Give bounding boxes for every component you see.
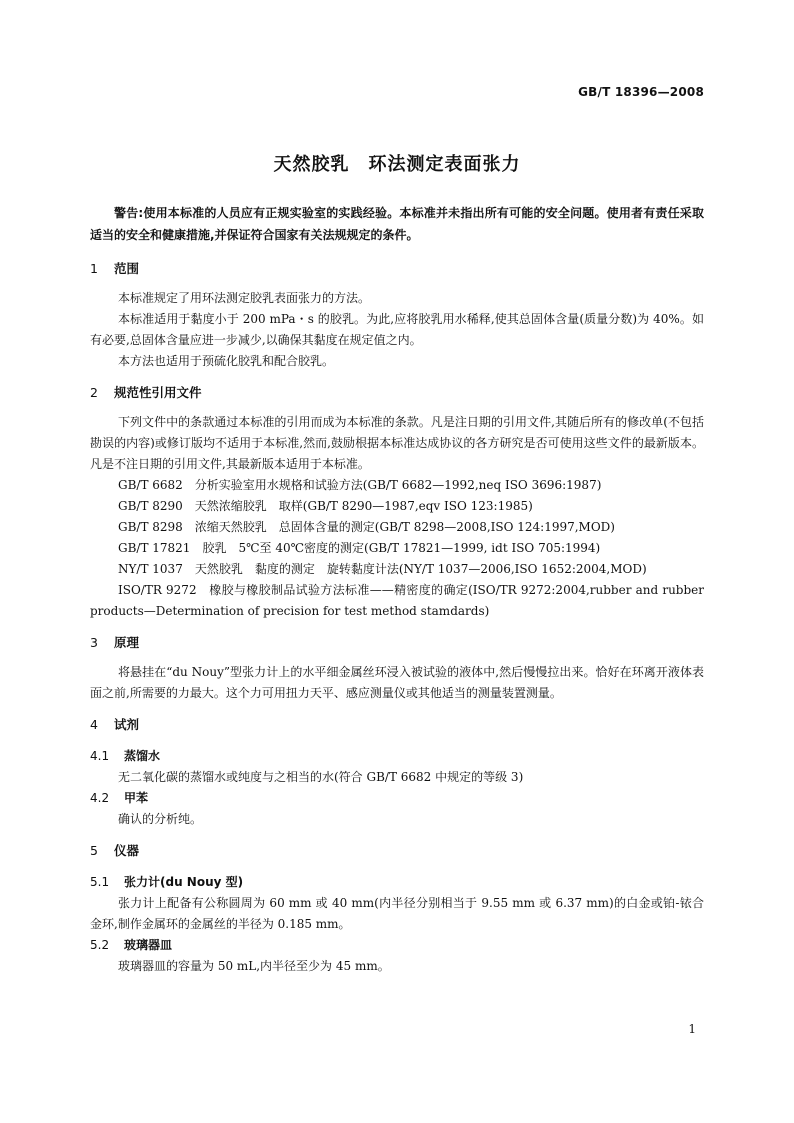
section-number: 2: [90, 385, 98, 400]
paragraph: 玻璃器皿的容量为 50 mL,内半径至少为 45 mm。: [118, 959, 390, 973]
section-title: 原理: [114, 635, 140, 650]
reference-item: GB/T 8290 天然浓缩胶乳 取样(GB/T 8290—1987,eqv ISO 123:1985): [118, 499, 533, 513]
subsection-number: 5.2: [90, 938, 110, 952]
section-heading: [90, 714, 704, 736]
standard-code: GB/T 18396—2008: [578, 85, 704, 99]
reference-item: GB/T 17821 胶乳 5℃至 40℃密度的测定(GB/T 17821—1999, idt ISO 705:1994): [118, 541, 601, 555]
reference-item: NY/T 1037 天然胶乳 黏度的测定 旋转黏度计法(NY/T 1037—2006,ISO 1652:2004,MOD): [118, 562, 647, 576]
reference-item: ISO/TR 9272 橡胶与橡胶制品试验方法标准——精密度的确定(ISO/TR 9272:2004,rubber and rubber products—Determination of precision for test method stamdards): [90, 583, 704, 618]
section-title: 试剂: [114, 717, 140, 732]
subsection-number: 4.1: [90, 749, 110, 763]
section-reagents: [90, 714, 704, 830]
subsection-number: 5.1: [90, 875, 110, 889]
section-heading: [90, 258, 704, 280]
paragraph: 本标准适用于黏度小于 200 mPa・s 的胶乳。为此,应将胶乳用水稀释,使其总固体含量(质量分数)为 40%。如有必要,总固体含量应进一步减少,以确保其黏度在规定值之内。: [90, 312, 704, 347]
subsection-number: 4.2: [90, 791, 110, 805]
document-body: [90, 202, 704, 977]
subsection-heading: [90, 788, 704, 809]
section-title: 规范性引用文件: [114, 385, 202, 400]
paragraph: 张力计上配备有公称圆周为 60 mm 或 40 mm(内半径分别相当于 9.55 mm 或 6.37 mm)的白金或铂-铱合金环,制作金属环的金属丝的半径为 0.185 mm。: [90, 896, 704, 931]
section-number: 5: [90, 843, 98, 858]
subsection-heading: [90, 872, 704, 893]
page-number: 1: [688, 1022, 696, 1036]
warning-note: 警告:使用本标准的人员应有正规实验室的实践经验。本标准并未指出所有可能的安全问题。使用者有责任采取适当的安全和健康措施,并保证符合国家有关法规规定的条件。: [90, 206, 704, 242]
section-number: 3: [90, 635, 98, 650]
subsection-heading: [90, 746, 704, 767]
subsection-title: 甲苯: [124, 791, 149, 805]
reference-item: GB/T 8298 浓缩天然胶乳 总固体含量的测定(GB/T 8298—2008,ISO 124:1997,MOD): [118, 520, 615, 534]
section-title: 范围: [114, 261, 140, 276]
reference-item: GB/T 6682 分析实验室用水规格和试验方法(GB/T 6682—1992,neq ISO 3696:1987): [118, 478, 602, 492]
section-number: 1: [90, 261, 98, 276]
paragraph: 下列文件中的条款通过本标准的引用而成为本标准的条款。凡是注日期的引用文件,其随后所有的修改单(不包括勘误的内容)或修订版均不适用于本标准,然而,鼓励根据本标准达成协议的各方研究是否可使用这些文件的最新版本。凡是不注日期的引用文件,其最新版本适用于本标准。: [90, 415, 704, 471]
paragraph: 本标准规定了用环法测定胶乳表面张力的方法。: [118, 291, 371, 305]
section-heading: [90, 840, 704, 862]
paragraph: 将悬挂在“du Nouy”型张力计上的水平细金属丝环浸入被试验的液体中,然后慢慢拉出来。恰好在环离开液体表面之前,所需要的力最大。这个力可用扭力天平、感应测量仪或其他适当的测量装置测量。: [90, 665, 704, 700]
section-scope: [90, 258, 704, 372]
paragraph: 无二氧化碳的蒸馏水或纯度与之相当的水(符合 GB/T 6682 中规定的等级 3): [118, 770, 524, 784]
subsection-title: 玻璃器皿: [124, 938, 173, 952]
section-principle: [90, 632, 704, 704]
subsection-title: 蒸馏水: [124, 749, 161, 763]
section-heading: [90, 632, 704, 654]
section-references: [90, 382, 704, 622]
section-title: 仪器: [114, 843, 140, 858]
section-number: 4: [90, 717, 98, 732]
document-title: 天然胶乳 环法测定表面张力: [273, 154, 521, 175]
subsection-heading: [90, 935, 704, 956]
section-apparatus: [90, 840, 704, 977]
section-heading: [90, 382, 704, 404]
paragraph: 本方法也适用于预硫化胶乳和配合胶乳。: [118, 354, 335, 368]
subsection-title: 张力计(du Nouy 型): [124, 875, 244, 889]
paragraph: 确认的分析纯。: [118, 812, 203, 826]
